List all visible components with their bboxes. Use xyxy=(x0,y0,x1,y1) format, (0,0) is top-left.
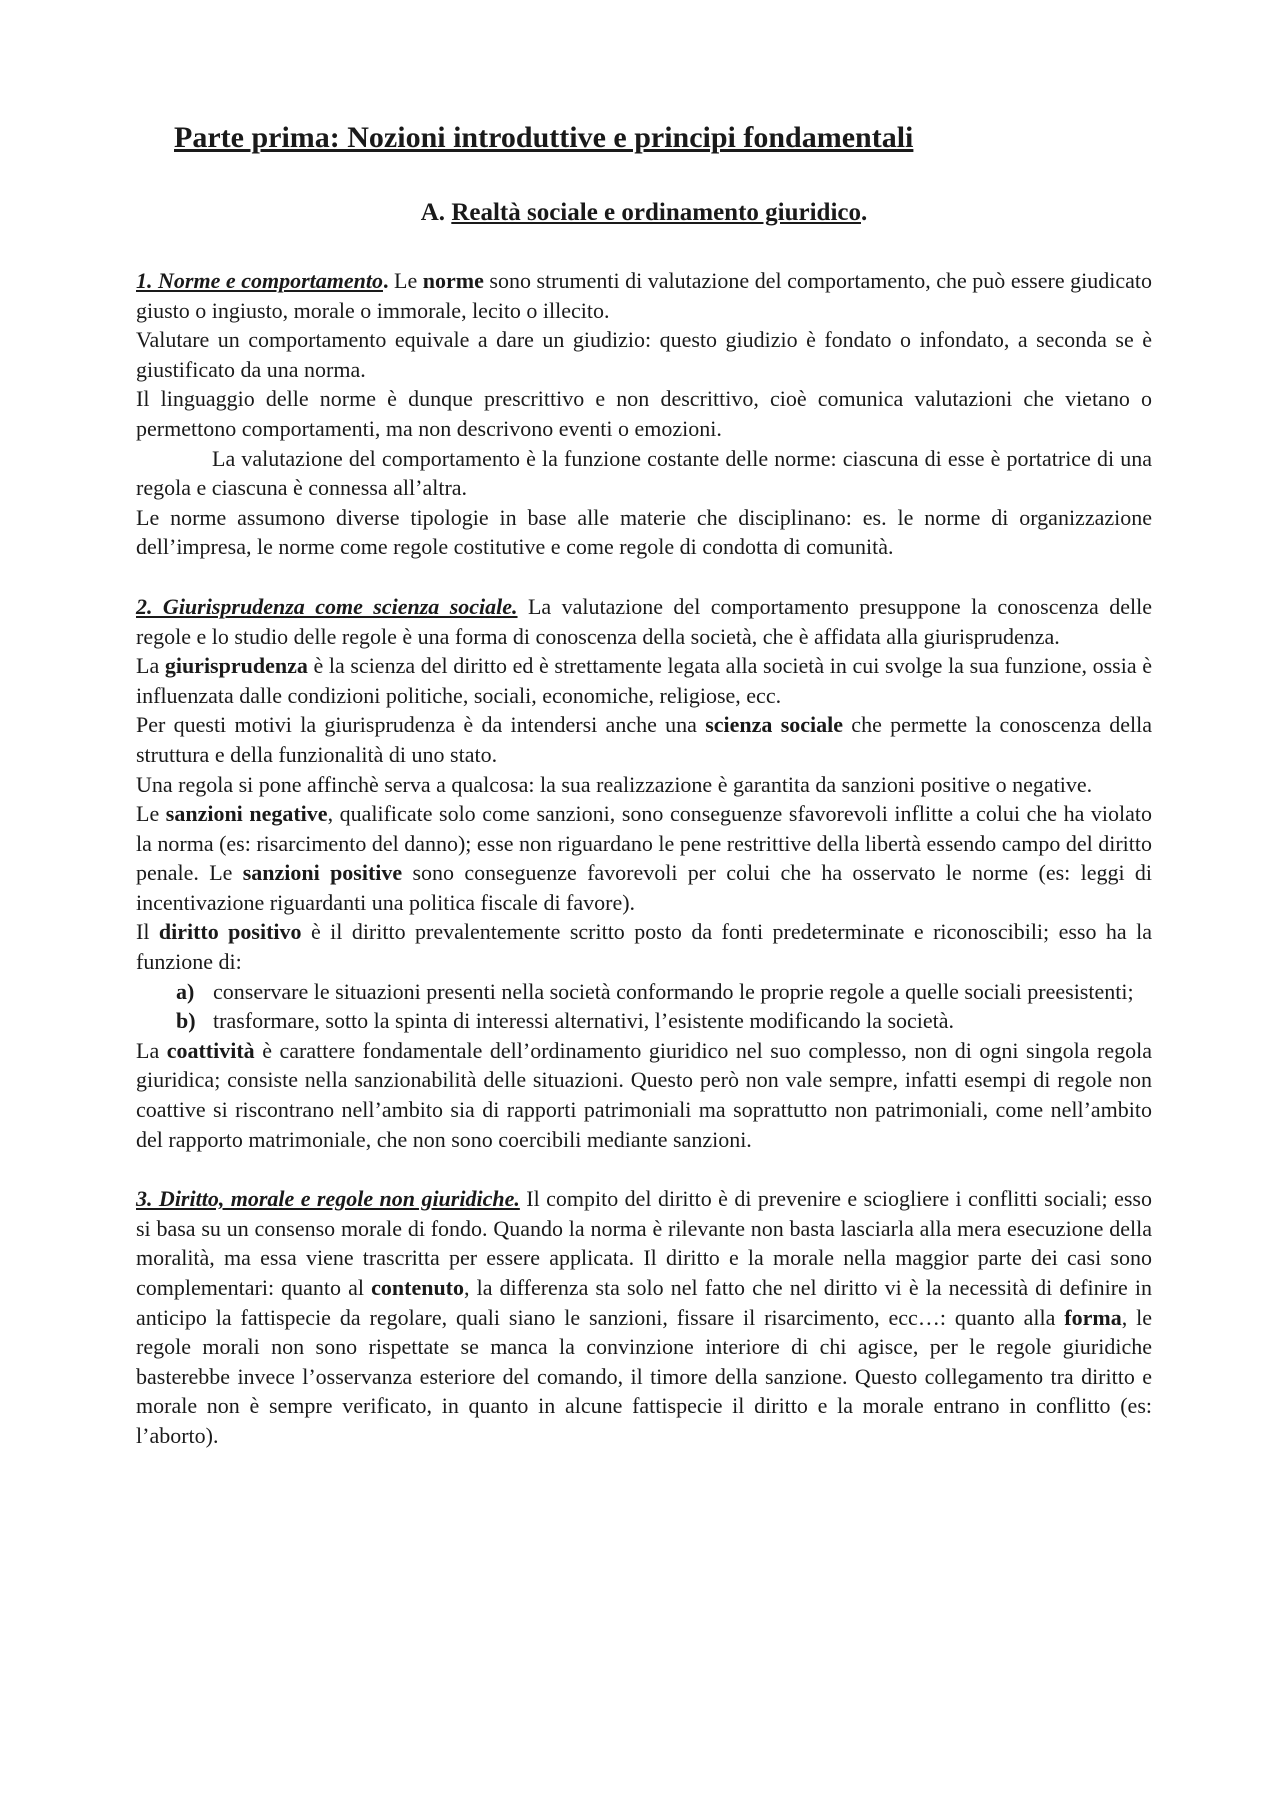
s3-p1-c: , la differenza sta solo nel fatto che nel diritto vi è la necessità di definire in anticipo la fattispecie da regolare, quali siano le sanzioni, fissare il risarcimento, ecc…: quanto alla xyxy=(136,1275,1153,1330)
s2-p6-c: è il diritto prevalentemente scritto posto da fonti predeterminate e riconoscibili; esso ha la funzione di: xyxy=(136,919,1152,975)
document-page xyxy=(136,118,1152,1451)
s3-p1-bold-1: contenuto xyxy=(371,1275,465,1300)
s2-paragraph-5 xyxy=(136,799,1152,917)
s2-p3-bold: scienza sociale xyxy=(705,712,844,738)
section-title xyxy=(136,196,1152,230)
list-marker: a) xyxy=(176,978,195,1004)
s1-paragraph-5: Le norme assumono diverse tipologie in base alle materie che disciplinano: es. le norme di organizzazione dell’impresa, le norme come regole costitutive e come regole di condotta di comunità. xyxy=(136,504,1152,560)
s2-p3-c: che permette la conoscenza della struttura e della funzionalità di uno stato. xyxy=(136,712,1152,767)
s2-p5-a: Le xyxy=(136,801,166,827)
s1-paragraph-1 xyxy=(136,266,1152,325)
s2-p2-a: La xyxy=(136,653,165,679)
section-title-end: . xyxy=(860,199,868,226)
list-item xyxy=(136,1006,1152,1036)
s2-p3-a: Per questi motivi la giurisprudenza è da intendersi anche una xyxy=(136,712,706,738)
list-item-text: trasformare, sotto la spinta di interessi alternativi, l’esistente modificando la società. xyxy=(213,1008,955,1034)
s2-p6-a: Il xyxy=(136,919,159,945)
s2-paragraph-2 xyxy=(136,651,1152,710)
s2-paragraph-7 xyxy=(136,1036,1152,1154)
section-title-text: Realtà sociale e ordinamento giuridico xyxy=(451,199,861,226)
list-item-text: conservare le situazioni presenti nella società conformando le proprie regole a quelle sociali preesistenti; xyxy=(213,978,1134,1004)
s2-paragraph-3 xyxy=(136,710,1152,769)
s2-p5-c: , qualificate solo come sanzioni, sono conseguenze sfavorevoli inflitte a colui che ha violato la norma (es: risarcimento del danno); esse non riguardano le pene restrittive della libertà essendo campo del diritto penale. Le xyxy=(136,801,1153,886)
spacer xyxy=(136,562,1152,592)
s3-p1-bold-2: forma xyxy=(1064,1304,1122,1330)
s2-p7-bold: coattività xyxy=(166,1037,255,1063)
part-title: Parte prima: Nozioni introduttive e principi fondamentali xyxy=(174,121,914,154)
list-marker: b) xyxy=(176,1008,196,1034)
s2-p7-a: La xyxy=(136,1037,167,1063)
list-item xyxy=(136,977,1152,1007)
function-list xyxy=(136,977,1152,1036)
s3-p1-e: , le regole morali non sono rispettate se manca la convinzione interiore di chi agisce, per le regole giuridiche basterebbe invece l’osservanza esteriore del comando, il timore della sanzione. Questo collegamento tra diritto e morale non è sempre verificato, in quanto in alcune fattispecie il diritto e la morale entrano in conflitto (es: l’aborto). xyxy=(136,1304,1152,1448)
s2-heading: 2. Giurisprudenza come scienza sociale. xyxy=(136,593,518,619)
s2-paragraph-6 xyxy=(136,917,1152,976)
s1-paragraph-2: Valutare un comportamento equivale a dare un giudizio: questo giudizio è fondato o infondato, a seconda se è giustificato da una norma. xyxy=(136,327,1152,382)
s2-p2-bold: giurisprudenza xyxy=(164,653,308,679)
s2-p5-bold-2: sanzioni positive xyxy=(242,860,403,886)
s1-heading-end: . xyxy=(382,268,389,293)
s2-paragraph-1 xyxy=(136,592,1152,651)
spacer xyxy=(136,1154,1152,1184)
s1-p1-bold: norme xyxy=(422,268,484,293)
s2-p5-e: sono conseguenze favorevoli per colui che ha osservato le norme (es: leggi di incentivazione riguardanti una politica fiscale di favore). xyxy=(136,860,1153,915)
s3-heading: 3. Diritto, morale e regole non giuridiche. xyxy=(136,1186,520,1212)
section-letter: A. xyxy=(420,199,446,226)
s1-paragraph-4: La valutazione del comportamento è la funzione costante delle norme: ciascuna di esse è portatrice di una regola e ciascuna è connessa all’altra. xyxy=(136,445,1152,501)
s2-p5-bold-1: sanzioni negative xyxy=(165,801,328,827)
s2-p1: La valutazione del comportamento presuppone la conoscenza delle regole e lo studio delle regole è una forma di conoscenza della società, che è affidata alla giurisprudenza. xyxy=(136,593,1152,649)
s3-paragraph-1 xyxy=(136,1184,1152,1450)
s3-p1-a: Il compito del diritto è di prevenire e sciogliere i conflitti sociali; esso si basa su un consenso morale di fondo. Quando la norma è rilevante non basta lasciarla alla mera esecuzione della moralità, ma essa viene trascritta per essere applicata. Il diritto e la morale nella maggior parte dei casi sono complementari: quanto al xyxy=(136,1186,1152,1300)
s1-paragraph-3: Il linguaggio delle norme è dunque prescrittivo e non descrittivo, cioè comunica valutazioni che vietano o permettono comportamenti, ma non descrivono eventi o emozioni. xyxy=(136,386,1152,441)
s2-p2-c: è la scienza del diritto ed è strettamente legata alla società in cui svolge la sua funzione, ossia è influenzata dalle condizioni politiche, sociali, economiche, religiose, ecc. xyxy=(136,653,1152,708)
s2-p6-bold: diritto positivo xyxy=(158,919,302,945)
s1-p1-a: Le xyxy=(388,268,423,293)
s1-p1-c: sono strumenti di valutazione del comportamento, che può essere giudicato giusto o ingiusto, morale o immorale, lecito o illecito. xyxy=(136,268,1152,323)
s1-heading: 1. Norme e comportamento xyxy=(136,268,383,293)
s2-paragraph-4: Una regola si pone affinchè serva a qualcosa: la sua realizzazione è garantita da sanzioni positive o negative. xyxy=(136,771,1093,797)
s2-p7-c: è carattere fondamentale dell’ordinamento giuridico nel suo complesso, non di ogni singola regola giuridica; consiste nella sanzionabilità delle situazioni. Questo però non vale sempre, infatti esempi di regole non coattive si riscontrano nell’ambito sia di rapporti patrimoniali ma soprattutto non patrimoniali, come nell’ambito del rapporto matrimoniale, che non sono coercibili mediante sanzioni. xyxy=(136,1037,1152,1152)
